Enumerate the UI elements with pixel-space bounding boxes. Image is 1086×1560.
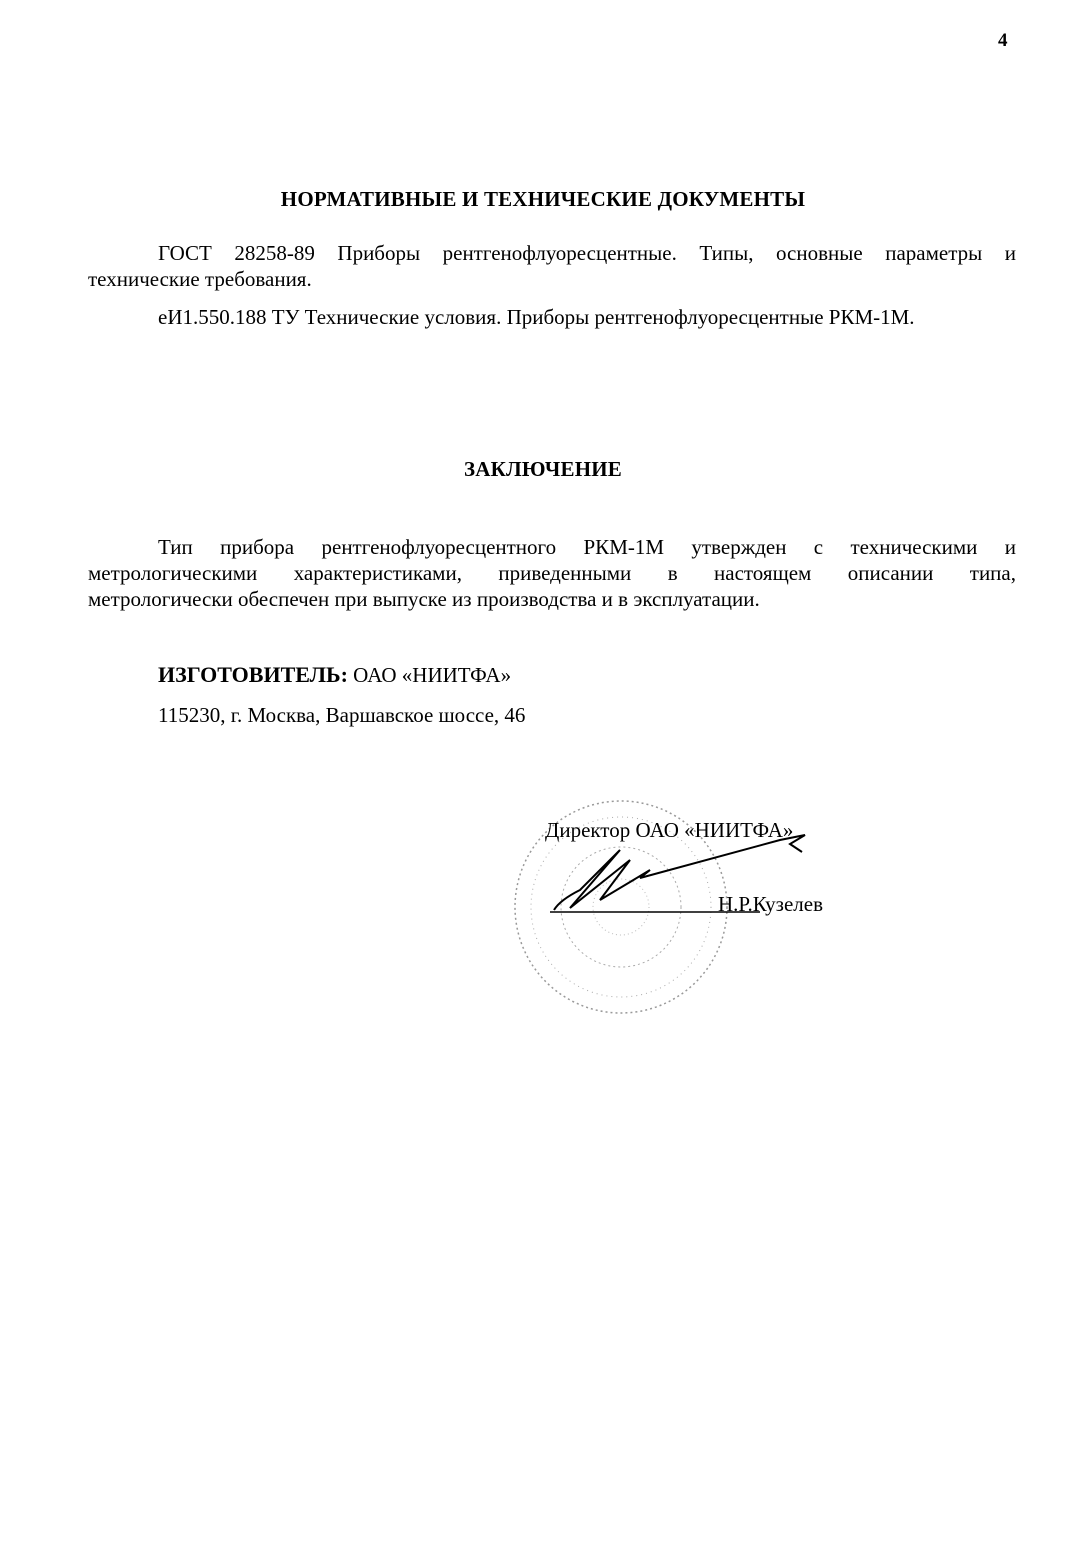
conclusion-line-3: метрологически обеспечен при выпуске из производства и в эксплуатации. xyxy=(88,587,760,611)
normative-doc-gost xyxy=(88,240,1016,292)
manufacturer-address: 115230, г. Москва, Варшавское шоссе, 46 xyxy=(158,703,526,727)
conclusion-line-2: метрологическими характеристиками, приведенными в настоящем описании типа, xyxy=(88,561,1016,585)
normative-doc-tu: еИ1.550.188 ТУ Технические условия. Приборы рентгенофлуоресцентные РКМ-1М. xyxy=(158,305,915,329)
gost-line-2: технические требования. xyxy=(88,267,312,291)
conclusion-line-1: Тип прибора рентгенофлуоресцентного РКМ-1М утвержден с техническими и xyxy=(158,535,1016,559)
gost-line-1: ГОСТ 28258-89 Приборы рентгенофлуоресцентные. Типы, основные параметры и xyxy=(158,241,1016,265)
manufacturer-label: ИЗГОТОВИТЕЛЬ: xyxy=(158,662,348,687)
page-number: 4 xyxy=(998,30,1008,51)
signatory-name: Н.Р.Кузелев xyxy=(718,892,823,916)
manufacturer-line xyxy=(158,662,511,688)
conclusion-heading: ЗАКЛЮЧЕНИЕ xyxy=(463,457,623,481)
normative-documents-heading: НОРМАТИВНЫЕ И ТЕХНИЧЕСКИЕ ДОКУМЕНТЫ xyxy=(280,187,806,211)
conclusion-paragraph xyxy=(88,534,1016,612)
manufacturer-name: ОАО «НИИТФА» xyxy=(353,663,512,687)
signatory-position: Директор ОАО «НИИТФА» xyxy=(545,818,794,842)
